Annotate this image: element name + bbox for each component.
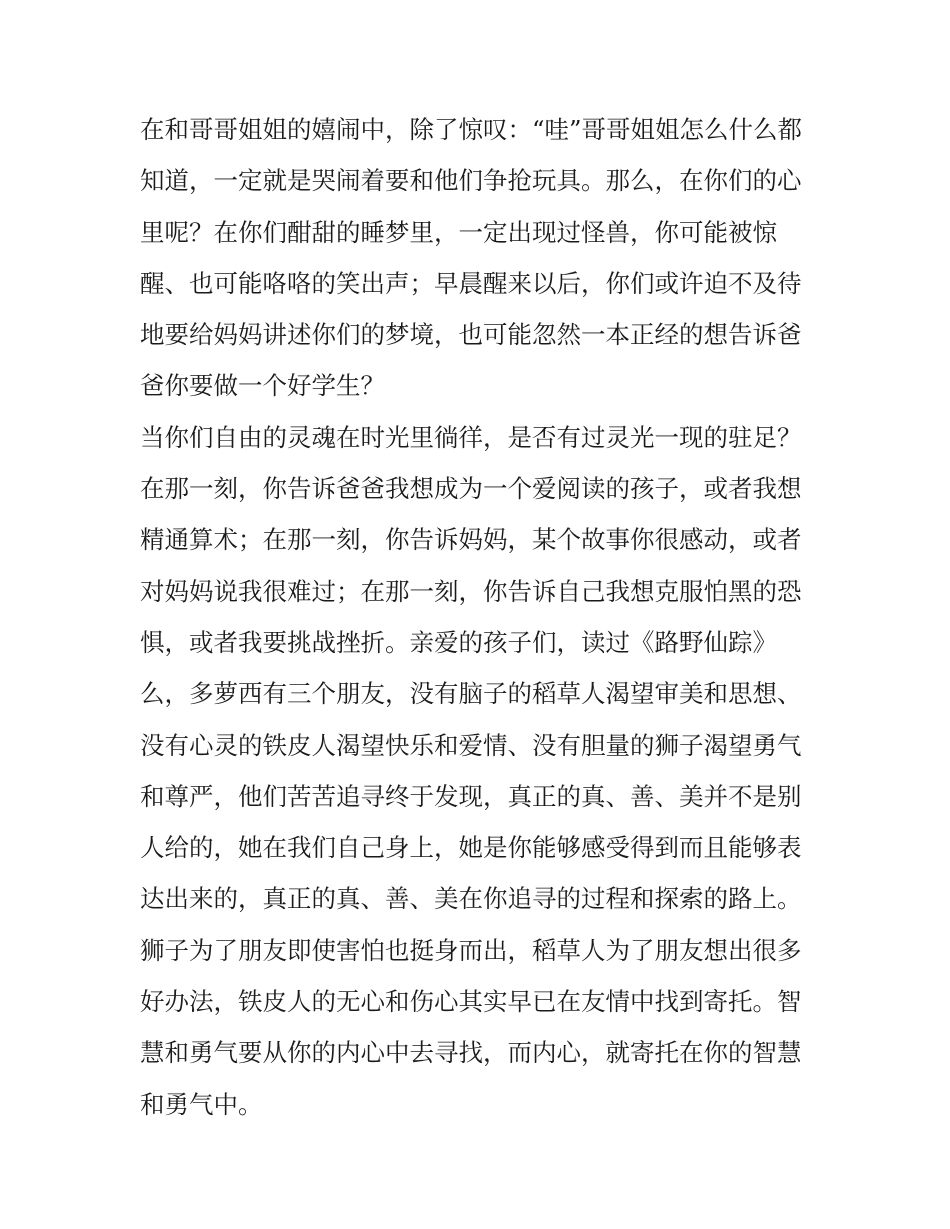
text-line: 没有心灵的铁皮人渴望快乐和爱情、没有胆量的狮子渴望勇气 [140, 730, 802, 760]
text-line: 慧和勇气要从你的内心中去寻找，而内心，就寄托在你的智慧 [140, 1038, 802, 1068]
text-line: 么，多萝西有三个朋友，没有脑子的稻草人渴望审美和思想、 [140, 679, 802, 709]
text-line: 精通算术；在那一刻，你告诉妈妈，某个故事你很感动，或者 [140, 525, 802, 555]
body-text [140, 104, 830, 1130]
text-line: 达出来的，真正的真、善、美在你追寻的过程和探索的路上。 [140, 884, 802, 914]
text-line: 里呢？在你们酣甜的睡梦里，一定出现过怪兽，你可能被惊 [140, 217, 777, 247]
text-line: 和尊严，他们苦苦追寻终于发现，真正的真、善、美并不是别 [140, 781, 802, 811]
text-line: 惧，或者我要挑战挫折。亲爱的孩子们，读过《路野仙踪》 [140, 627, 777, 657]
text-line: 爸你要做一个好学生？ [140, 371, 385, 401]
text-line: 和勇气中。 [140, 1089, 263, 1119]
text-line: 醒、也可能咯咯的笑出声；早晨醒来以后，你们或许迫不及待 [140, 268, 802, 298]
text-line: 在和哥哥姐姐的嬉闹中，除了惊叹：“哇”哥哥姐姐怎么什么都 [140, 115, 803, 144]
text-line: 在那一刻，你告诉爸爸我想成为一个爱阅读的孩子，或者我想 [140, 474, 802, 504]
text-line: 当你们自由的灵魂在时光里徜徉，是否有过灵光一现的驻足？ [140, 422, 802, 452]
text-line: 知道，一定就是哭闹着要和他们争抢玩具。那么，在你们的心 [140, 166, 802, 196]
text-line: 狮子为了朋友即使害怕也挺身而出，稻草人为了朋友想出很多 [140, 935, 802, 965]
text-line: 人给的，她在我们自己身上，她是你能够感受得到而且能够表 [140, 833, 802, 863]
text-line: 地要给妈妈讲述你们的梦境，也可能忽然一本正经的想告诉爸 [140, 320, 802, 350]
text-line: 好办法，铁皮人的无心和伤心其实早已在友情中找到寄托。智 [140, 987, 802, 1017]
text-line: 对妈妈说我很难过；在那一刻，你告诉自己我想克服怕黑的恐 [140, 576, 802, 606]
